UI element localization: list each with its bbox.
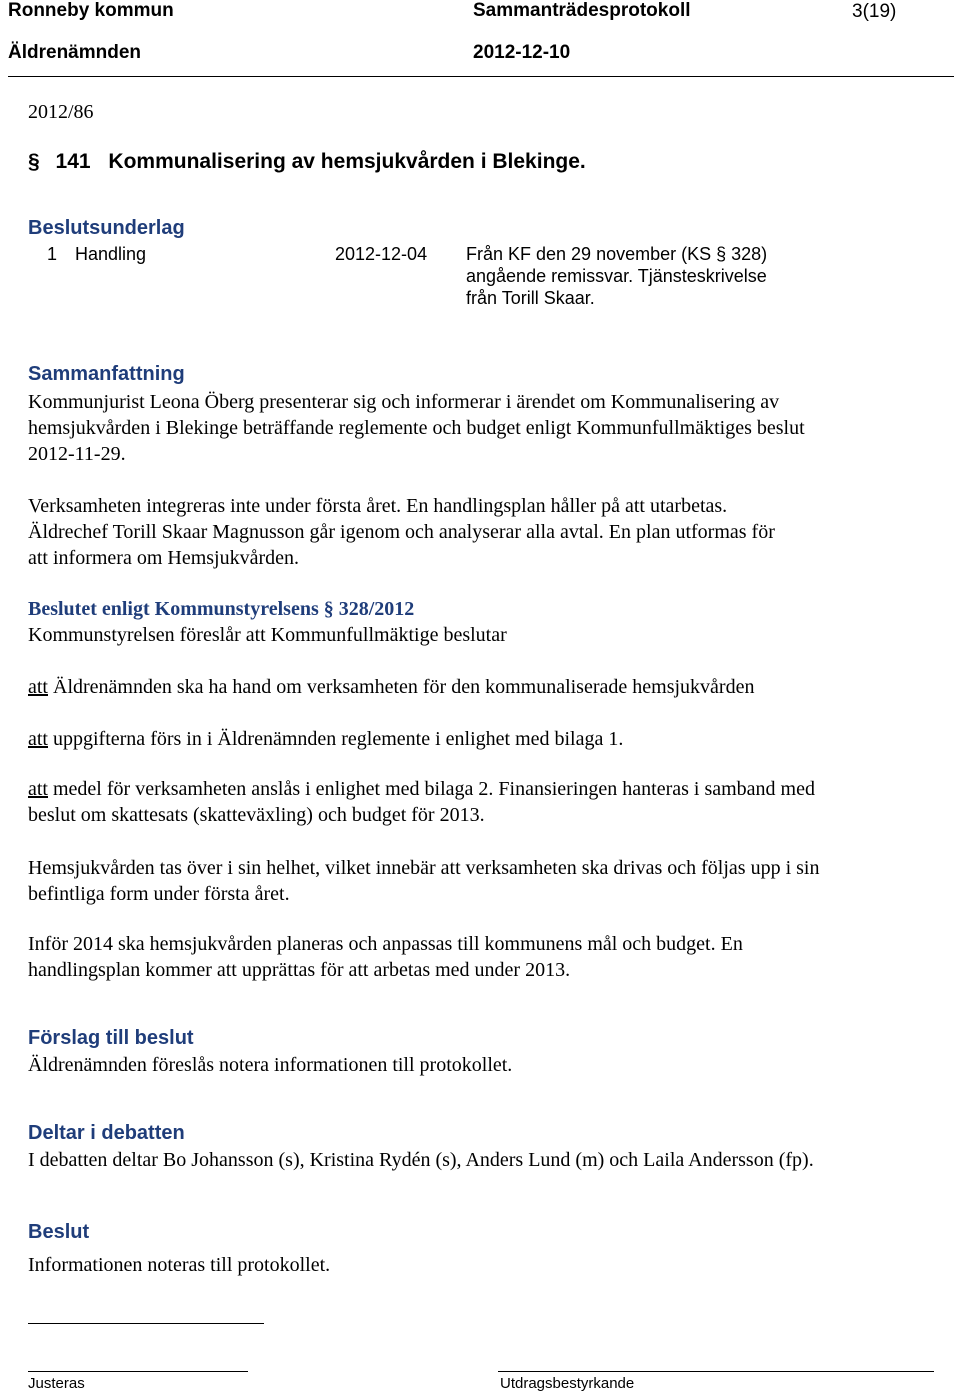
underlag-desc-line: angående remissvar. Tjänsteskrivelse	[466, 266, 767, 286]
sammanfattning-paragraph-1	[28, 389, 805, 467]
meeting-date: 2012-12-10	[473, 42, 571, 63]
text-line: hemsjukvården i Blekinge beträffande reglemente och budget enligt Kommunfullmäktiges beslut	[28, 417, 805, 439]
text-line: Verksamheten integreras inte under första året. En handlingsplan håller på att utarbetas.	[28, 495, 728, 517]
att-clause-text: Äldrenämnden ska ha hand om verksamheten för den kommunaliserade hemsjukvården	[48, 676, 755, 698]
underlag-item-type: Handling	[75, 244, 147, 264]
underlag-item-number: 1	[47, 244, 58, 264]
text-line: Inför 2014 ska hemsjukvården planeras och anpassas till kommunens mål och budget. En	[28, 933, 743, 955]
text-line: beslut om skattesats (skatteväxling) och budget för 2013.	[28, 804, 485, 826]
att-clause-3	[28, 776, 815, 828]
att-clause-2	[28, 726, 623, 752]
page-number: 3(19)	[852, 1, 897, 22]
paragraph-sign: §	[28, 150, 40, 173]
underlag-desc-line: från Torill Skaar.	[466, 288, 595, 308]
forslag-heading: Förslag till beslut	[28, 1027, 194, 1049]
beslut-text: Informationen noteras till protokollet.	[28, 1254, 331, 1276]
text-line	[28, 776, 815, 802]
att-word: att	[28, 778, 48, 800]
header-rule	[8, 76, 954, 77]
footer-utdragsbestyrkande: Utdragsbestyrkande	[500, 1375, 635, 1392]
text-line: Kommunjurist Leona Öberg presenterar sig och informerar i ärendet om Kommunalisering av	[28, 391, 780, 413]
underlag-desc-line: Från KF den 29 november (KS § 328)	[466, 244, 768, 264]
att-clause-text: uppgifterna förs in i Äldrenämnden reglemente i enlighet med bilaga 1.	[48, 728, 624, 750]
text-line: att informera om Hemsjukvården.	[28, 547, 300, 569]
att-word: att	[28, 676, 48, 698]
hemsjukvard-paragraph	[28, 855, 819, 907]
signature-line	[28, 1323, 264, 1324]
text-line: Äldrechef Torill Skaar Magnusson går igenom och analyserar alla avtal. En plan utformas för	[28, 521, 775, 543]
underlag-item-date: 2012-12-04	[335, 244, 428, 264]
paragraph-title	[28, 150, 586, 174]
document-type: Sammanträdesprotokoll	[473, 0, 691, 21]
att-clause-text: medel för verksamheten anslås i enlighet med bilaga 2. Finansieringen hanteras i samband med	[48, 778, 815, 800]
ks-beslut-intro: Kommunstyrelsen föreslår att Kommunfullmäktige beslutar	[28, 624, 507, 646]
org-name: Ronneby kommun	[8, 0, 174, 21]
text-line: befintliga form under första året.	[28, 883, 290, 905]
debatt-heading: Deltar i debatten	[28, 1122, 185, 1144]
att-clause-1	[28, 674, 754, 700]
footer-justeras: Justeras	[28, 1375, 85, 1392]
underlag-item-description	[466, 243, 767, 309]
footer-rule-left	[28, 1371, 248, 1372]
text-line: 2012-11-29.	[28, 443, 126, 465]
att-word: att	[28, 728, 48, 750]
sammanfattning-heading: Sammanfattning	[28, 363, 185, 385]
paragraph-number: 141	[55, 150, 91, 173]
case-number: 2012/86	[28, 101, 94, 123]
board-name: Äldrenämnden	[8, 42, 142, 63]
text-line: handlingsplan kommer att upprättas för att arbetas med under 2013.	[28, 959, 571, 981]
infor-2014-paragraph	[28, 931, 743, 983]
text-line: Hemsjukvården tas över i sin helhet, vilket innebär att verksamheten ska drivas och följas upp i sin	[28, 857, 820, 879]
forslag-text: Äldrenämnden föreslås notera informationen till protokollet.	[28, 1054, 513, 1076]
beslutsunderlag-heading: Beslutsunderlag	[28, 217, 185, 239]
beslut-heading: Beslut	[28, 1221, 90, 1243]
case-title: Kommunalisering av hemsjukvården i Blekinge.	[108, 150, 586, 173]
sammanfattning-paragraph-2	[28, 493, 775, 571]
ks-beslut-heading: Beslutet enligt Kommunstyrelsens § 328/2012	[28, 598, 415, 620]
footer-rule-right	[498, 1371, 934, 1372]
debatt-text: I debatten deltar Bo Johansson (s), Kristina Rydén (s), Anders Lund (m) och Laila Andersson (fp).	[28, 1149, 814, 1171]
